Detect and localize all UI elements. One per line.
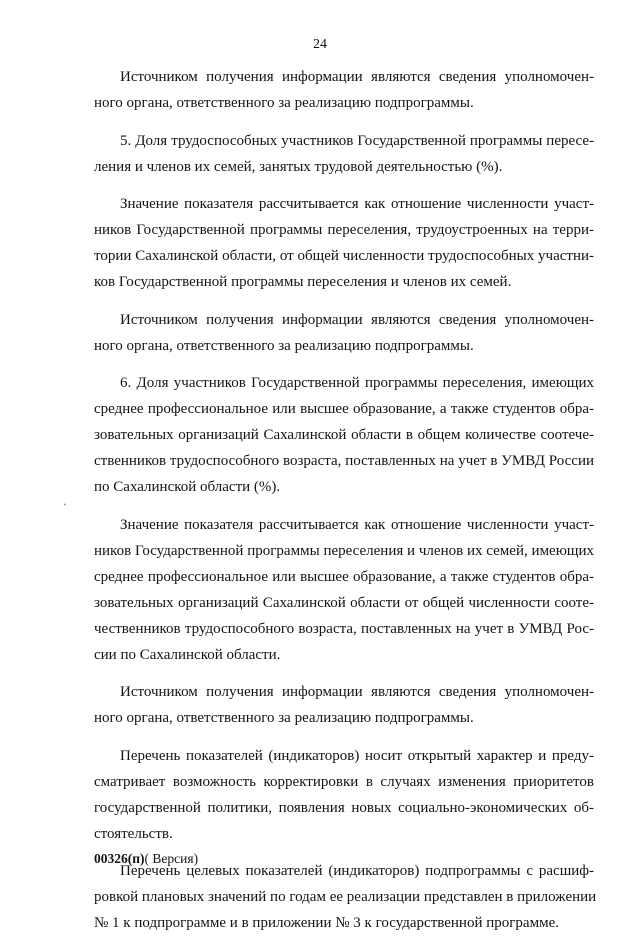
- document-version: ( Версия): [144, 851, 199, 866]
- paragraph-line: ников Государственной программы переселения, трудоустроенных на терри-: [94, 222, 594, 238]
- paragraph-line: ления и членов их семей, занятых трудовой деятельностью (%).: [94, 158, 503, 175]
- paragraph-line: Источником получения информации являются сведения уполномочен-: [120, 684, 594, 700]
- paragraph-line: Значение показателя рассчитывается как отношение численности участ-: [120, 516, 594, 533]
- paragraph-line: зовательных организаций Сахалинской области в общем количестве соотече-: [94, 427, 594, 443]
- paragraph-line: Перечень показателей (индикаторов) носит открытый характер и преду-: [120, 747, 594, 764]
- paragraph: [94, 679, 594, 731]
- paragraph: [94, 743, 594, 847]
- paragraph-line: 5. Доля трудоспособных участников Государственной программы пересе-: [120, 132, 594, 149]
- paragraph-line: ного органа, ответственного за реализацию подпрограммы.: [94, 710, 474, 726]
- paragraph-line: ровкой плановых значений по годам ее реализации представлен в приложении: [94, 889, 597, 905]
- document-footer: [94, 851, 198, 867]
- paragraph: [94, 858, 597, 936]
- paragraph-line: среднее профессиональное или высшее образование, а также студентов обра-: [94, 568, 594, 585]
- paragraph-line: зовательных организаций Сахалинской области от общей численности соотe-: [94, 594, 594, 611]
- paragraph-line: ков Государственной программы переселения и членов их семей.: [94, 274, 512, 290]
- paragraph-line: сии по Сахалинской области.: [94, 646, 281, 663]
- paragraph: [94, 307, 594, 359]
- paragraph-line: среднее профессиональное или высшее образование, а также студентов обра-: [94, 401, 594, 417]
- document-body: [94, 64, 597, 948]
- paragraph-line: Источником получения информации являются сведения уполномочен-: [120, 311, 594, 328]
- paragraph-line: сматривает возможность корректировки в случаях изменения приоритетов: [94, 773, 594, 790]
- paragraph: [94, 128, 594, 180]
- paragraph-line: Перечень целевых показателей (индикаторов) подпрограммы с расшиф-: [120, 863, 594, 879]
- paragraph-line: стоятельств.: [94, 825, 173, 842]
- paragraph: [94, 191, 594, 295]
- stray-mark: ˋ: [63, 501, 67, 515]
- paragraph: [94, 64, 594, 116]
- page-number: 24: [313, 37, 327, 52]
- paragraph-line: ственников трудоспособного возраста, поставленных на учет в УМВД России: [94, 453, 594, 469]
- paragraph-line: 6. Доля участников Государственной программы переселения, имеющих: [120, 375, 594, 391]
- paragraph-line: ного органа, ответственного за реализацию подпрограммы.: [94, 337, 474, 354]
- paragraph-line: ников Государственной программы переселения и членов их семей, имеющих: [94, 542, 594, 559]
- paragraph-line: по Сахалинской области (%).: [94, 479, 281, 495]
- paragraph-line: Источником получения информации являются сведения уполномочен-: [120, 69, 594, 85]
- paragraph-line: чественников трудоспособного возраста, поставленных на учет в УМВД Рос-: [94, 620, 594, 637]
- paragraph-line: государственной политики, появления новых социально-экономических об-: [94, 799, 594, 816]
- paragraph-line: Значение показателя рассчитывается как отношение численности участ-: [120, 196, 594, 212]
- document-code: 00326(п): [94, 851, 145, 866]
- paragraph: [94, 370, 594, 500]
- paragraph: [94, 512, 594, 668]
- paragraph-line: ного органа, ответственного за реализацию подпрограммы.: [94, 95, 474, 111]
- paragraph-line: № 1 к подпрограмме и в приложении № 3 к государственной программе.: [94, 915, 559, 931]
- paragraph-line: тории Сахалинской области, от общей численности трудоспособных участни-: [94, 248, 594, 264]
